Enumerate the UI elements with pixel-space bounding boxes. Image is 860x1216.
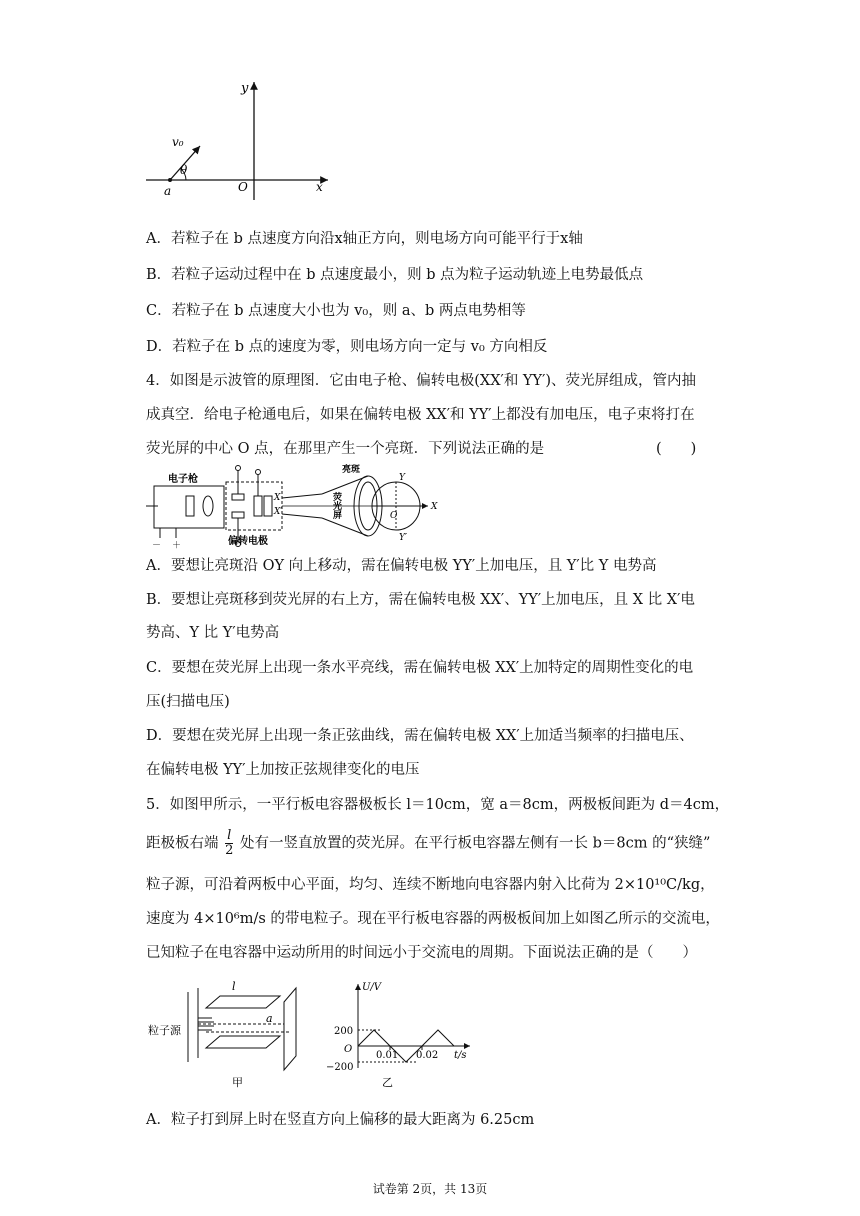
q4-stem-line-3: 荧光屏的中心 O 点，在那里产生一个亮斑．下列说法正确的是 bbox=[146, 441, 545, 457]
capacitor-figure bbox=[146, 978, 316, 1088]
gun-label: 电子枪 bbox=[168, 474, 198, 485]
screen-o-label: O bbox=[390, 511, 398, 521]
point-a bbox=[168, 178, 172, 182]
axes-figure bbox=[146, 76, 346, 201]
q4-option-c-cont: 压(扫描电压) bbox=[146, 694, 230, 710]
screen-label: 荧光屏 bbox=[331, 492, 341, 519]
q3-option-d: D．若粒子在 b 点的速度为零，则电场方向一定与 v₀ 方向相反 bbox=[146, 339, 548, 355]
spot-label: 亮斑 bbox=[342, 465, 361, 475]
width-a-label: a bbox=[266, 1012, 273, 1025]
minus-label: － bbox=[152, 541, 162, 551]
theta-label: θ bbox=[180, 163, 188, 177]
origin-label-yi: O bbox=[344, 1044, 353, 1055]
plus-label: ＋ bbox=[172, 541, 182, 551]
oscilloscope-figure bbox=[146, 462, 446, 552]
q4-option-b: B．要想让亮斑移到荧光屏的右上方，需在偏转电极 XX′、YY′上加电压，且 X 比 X′电 bbox=[146, 592, 695, 608]
q3-option-c: C．若粒子在 b 点速度大小也为 v₀，则 a、b 两点电势相等 bbox=[146, 303, 526, 319]
q5-stem-line-2: 距极板右端 $\frac{l}{2}$ 处有一竖直放置的荧光屏。在平行板电容器左侧有一长 b＝8cm 的“狭缝” bbox=[146, 828, 711, 858]
q4-option-a: A．要想让亮斑沿 OY 向上移动，需在偏转电极 YY′上加电压，且 Y′比 Y 电势高 bbox=[146, 558, 657, 574]
q5-stem-line-3: 粒子源，可沿着两板中心平面，均匀、连续不断地向电容器内射入比荷为 2×10¹⁰C/kg， bbox=[146, 877, 715, 893]
x-label: x bbox=[316, 180, 323, 194]
q3-option-b: B．若粒子运动过程中在 b 点速度最小，则 b 点为粒子运动轨迹上电势最低点 bbox=[146, 267, 644, 283]
source-label: 粒子源 bbox=[148, 1024, 181, 1037]
q4-answer-bracket: ( ) bbox=[656, 441, 697, 457]
screen-x-label: X bbox=[431, 502, 438, 512]
q5-stem-line-5: 已知粒子在电容器中运动所用的时间远小于交流电的周期。下面说法正确的是（ ） bbox=[146, 945, 697, 961]
q3-option-a-text: A．若粒子在 b 点速度方向沿x轴正方向，则电场方向可能平行于x轴 bbox=[146, 231, 583, 247]
q5-stem-line-4: 速度为 4×10⁶m/s 的带电粒子。现在平行板电容器的两极板间加上如图乙所示的交流电， bbox=[146, 911, 720, 927]
q4-option-c: C．要想在荧光屏上出现一条水平亮线，需在偏转电极 XX′上加特定的周期性变化的电 bbox=[146, 660, 694, 676]
screen-plate bbox=[284, 988, 296, 1070]
plates-label: 偏转电极 bbox=[228, 536, 268, 547]
q4-option-d: D．要想在荧光屏上出现一条正弦曲线，需在偏转电极 XX′上加适当频率的扫描电压、 bbox=[146, 728, 694, 744]
q5-stem-line-1: 5．如图甲所示，一平行板电容器极板长 l＝10cm，宽 a＝8cm，两极板间距为 d＝4cm， bbox=[146, 797, 730, 813]
screen-yp-label: Y′ bbox=[399, 533, 407, 543]
t1-label: 0.01 bbox=[376, 1050, 399, 1061]
plate-x-label: X bbox=[274, 493, 281, 503]
q4-stem-line-2: 成真空．给电子枪通电后，如果在偏转电极 XX′和 YY′上都没有加电压，电子束将打在 bbox=[146, 407, 695, 423]
t2-label: 0.02 bbox=[416, 1050, 439, 1061]
y-label: y bbox=[241, 81, 249, 96]
y-axis-label: U/V bbox=[362, 982, 382, 993]
page-footer: 试卷第 2页，共 13页 bbox=[372, 1182, 488, 1196]
lower-plate bbox=[206, 1036, 280, 1048]
origin-label: O bbox=[238, 180, 248, 194]
t-unit-label: t/s bbox=[454, 1050, 467, 1061]
y-neg200-label: −200 bbox=[326, 1062, 354, 1073]
fraction-l-over-2: $\frac{l}{2}$ bbox=[225, 828, 234, 858]
v0-label: v₀ bbox=[172, 135, 184, 149]
q4-stem-line-1: 4．如图是示波管的原理图．它由电子枪、偏转电极(XX′和 YY′)、荧光屏组成，管内抽 bbox=[146, 373, 697, 389]
caption-jia: 甲 bbox=[232, 1076, 243, 1088]
voltage-figure bbox=[320, 978, 500, 1088]
plate-xp-label: X′ bbox=[274, 507, 283, 517]
y-200-label: 200 bbox=[334, 1026, 354, 1037]
caption-yi: 乙 bbox=[382, 1076, 393, 1088]
gun-body bbox=[154, 486, 224, 528]
screen-y-label: Y bbox=[399, 473, 405, 483]
upper-plate bbox=[206, 996, 280, 1008]
length-l-label: l bbox=[232, 980, 236, 993]
q4-option-b-cont: 势高、Y 比 Y′电势高 bbox=[146, 625, 280, 641]
q5-option-a: A．粒子打到屏上时在竖直方向上偏移的最大距离为 6.25cm bbox=[146, 1112, 535, 1128]
q4-option-d-cont: 在偏转电极 YY′上加按正弦规律变化的电压 bbox=[146, 762, 420, 778]
a-label: a bbox=[164, 184, 172, 198]
